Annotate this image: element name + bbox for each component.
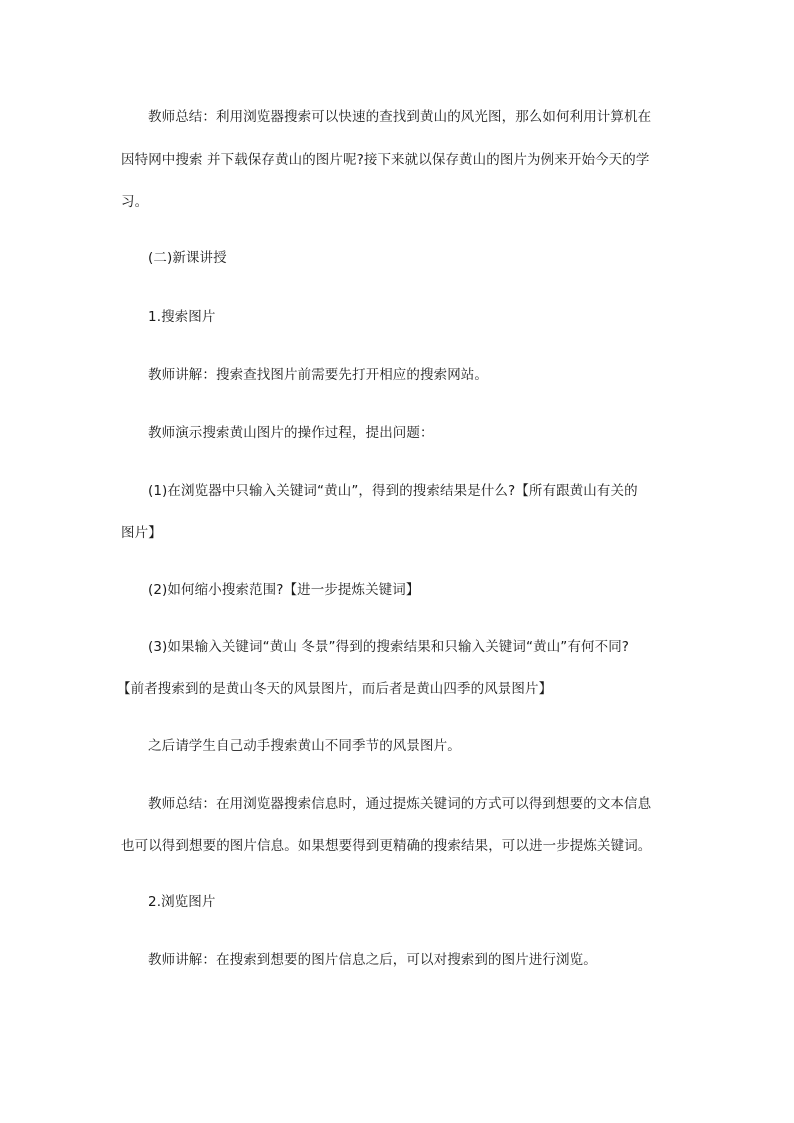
paragraph-practice: 之后请学生自己动手搜索黄山不同季节的风景图片。 bbox=[148, 738, 461, 754]
text-line: 教师总结：在用浏览器搜索信息时，通过提炼关键词的方式可以得到想要的文本信息 bbox=[148, 796, 652, 812]
text-line: (3)如果输入关键词“黄山 冬景”得到的搜索结果和只输入关键词“黄山”有何不同? bbox=[148, 639, 630, 655]
paragraph-explain-1: 教师讲解：搜索查找图片前需要先打开相应的搜索网站。 bbox=[148, 367, 488, 383]
paragraph-demo: 教师演示搜索黄山图片的操作过程，提出问题： bbox=[148, 425, 434, 441]
subheading-browse-images: 2.浏览图片 bbox=[148, 894, 216, 910]
text-line: 因特网中搜索 并下载保存黄山的图片呢?接下来就以保存黄山的图片为例来开始今天的学 bbox=[121, 152, 650, 168]
text-line: (1)在浏览器中只输入关键词“黄山”，得到的搜索结果是什么?【所有跟黄山有关的 bbox=[148, 483, 638, 499]
text-line: 教师总结：利用浏览器搜索可以快速的查找到黄山的风光图，那么如何利用计算机在 bbox=[148, 109, 652, 125]
text-line: 【前者搜索到的是黄山冬天的风景图片，而后者是黄山四季的风景图片】 bbox=[117, 681, 553, 697]
subheading-search-images: 1.搜索图片 bbox=[148, 309, 216, 325]
paragraph-question-2: (2)如何缩小搜索范围?【进一步提炼关键词】 bbox=[148, 582, 420, 598]
paragraph-explain-2: 教师讲解：在搜索到想要的图片信息之后，可以对搜索到的图片进行浏览。 bbox=[148, 952, 597, 968]
text-line: 习。 bbox=[121, 194, 149, 210]
section-heading: (二)新课讲授 bbox=[148, 250, 227, 266]
text-line: 也可以得到想要的图片信息。如果想要得到更精确的搜索结果，可以进一步提炼关键词。 bbox=[121, 838, 652, 854]
text-line: 图片】 bbox=[121, 525, 162, 541]
